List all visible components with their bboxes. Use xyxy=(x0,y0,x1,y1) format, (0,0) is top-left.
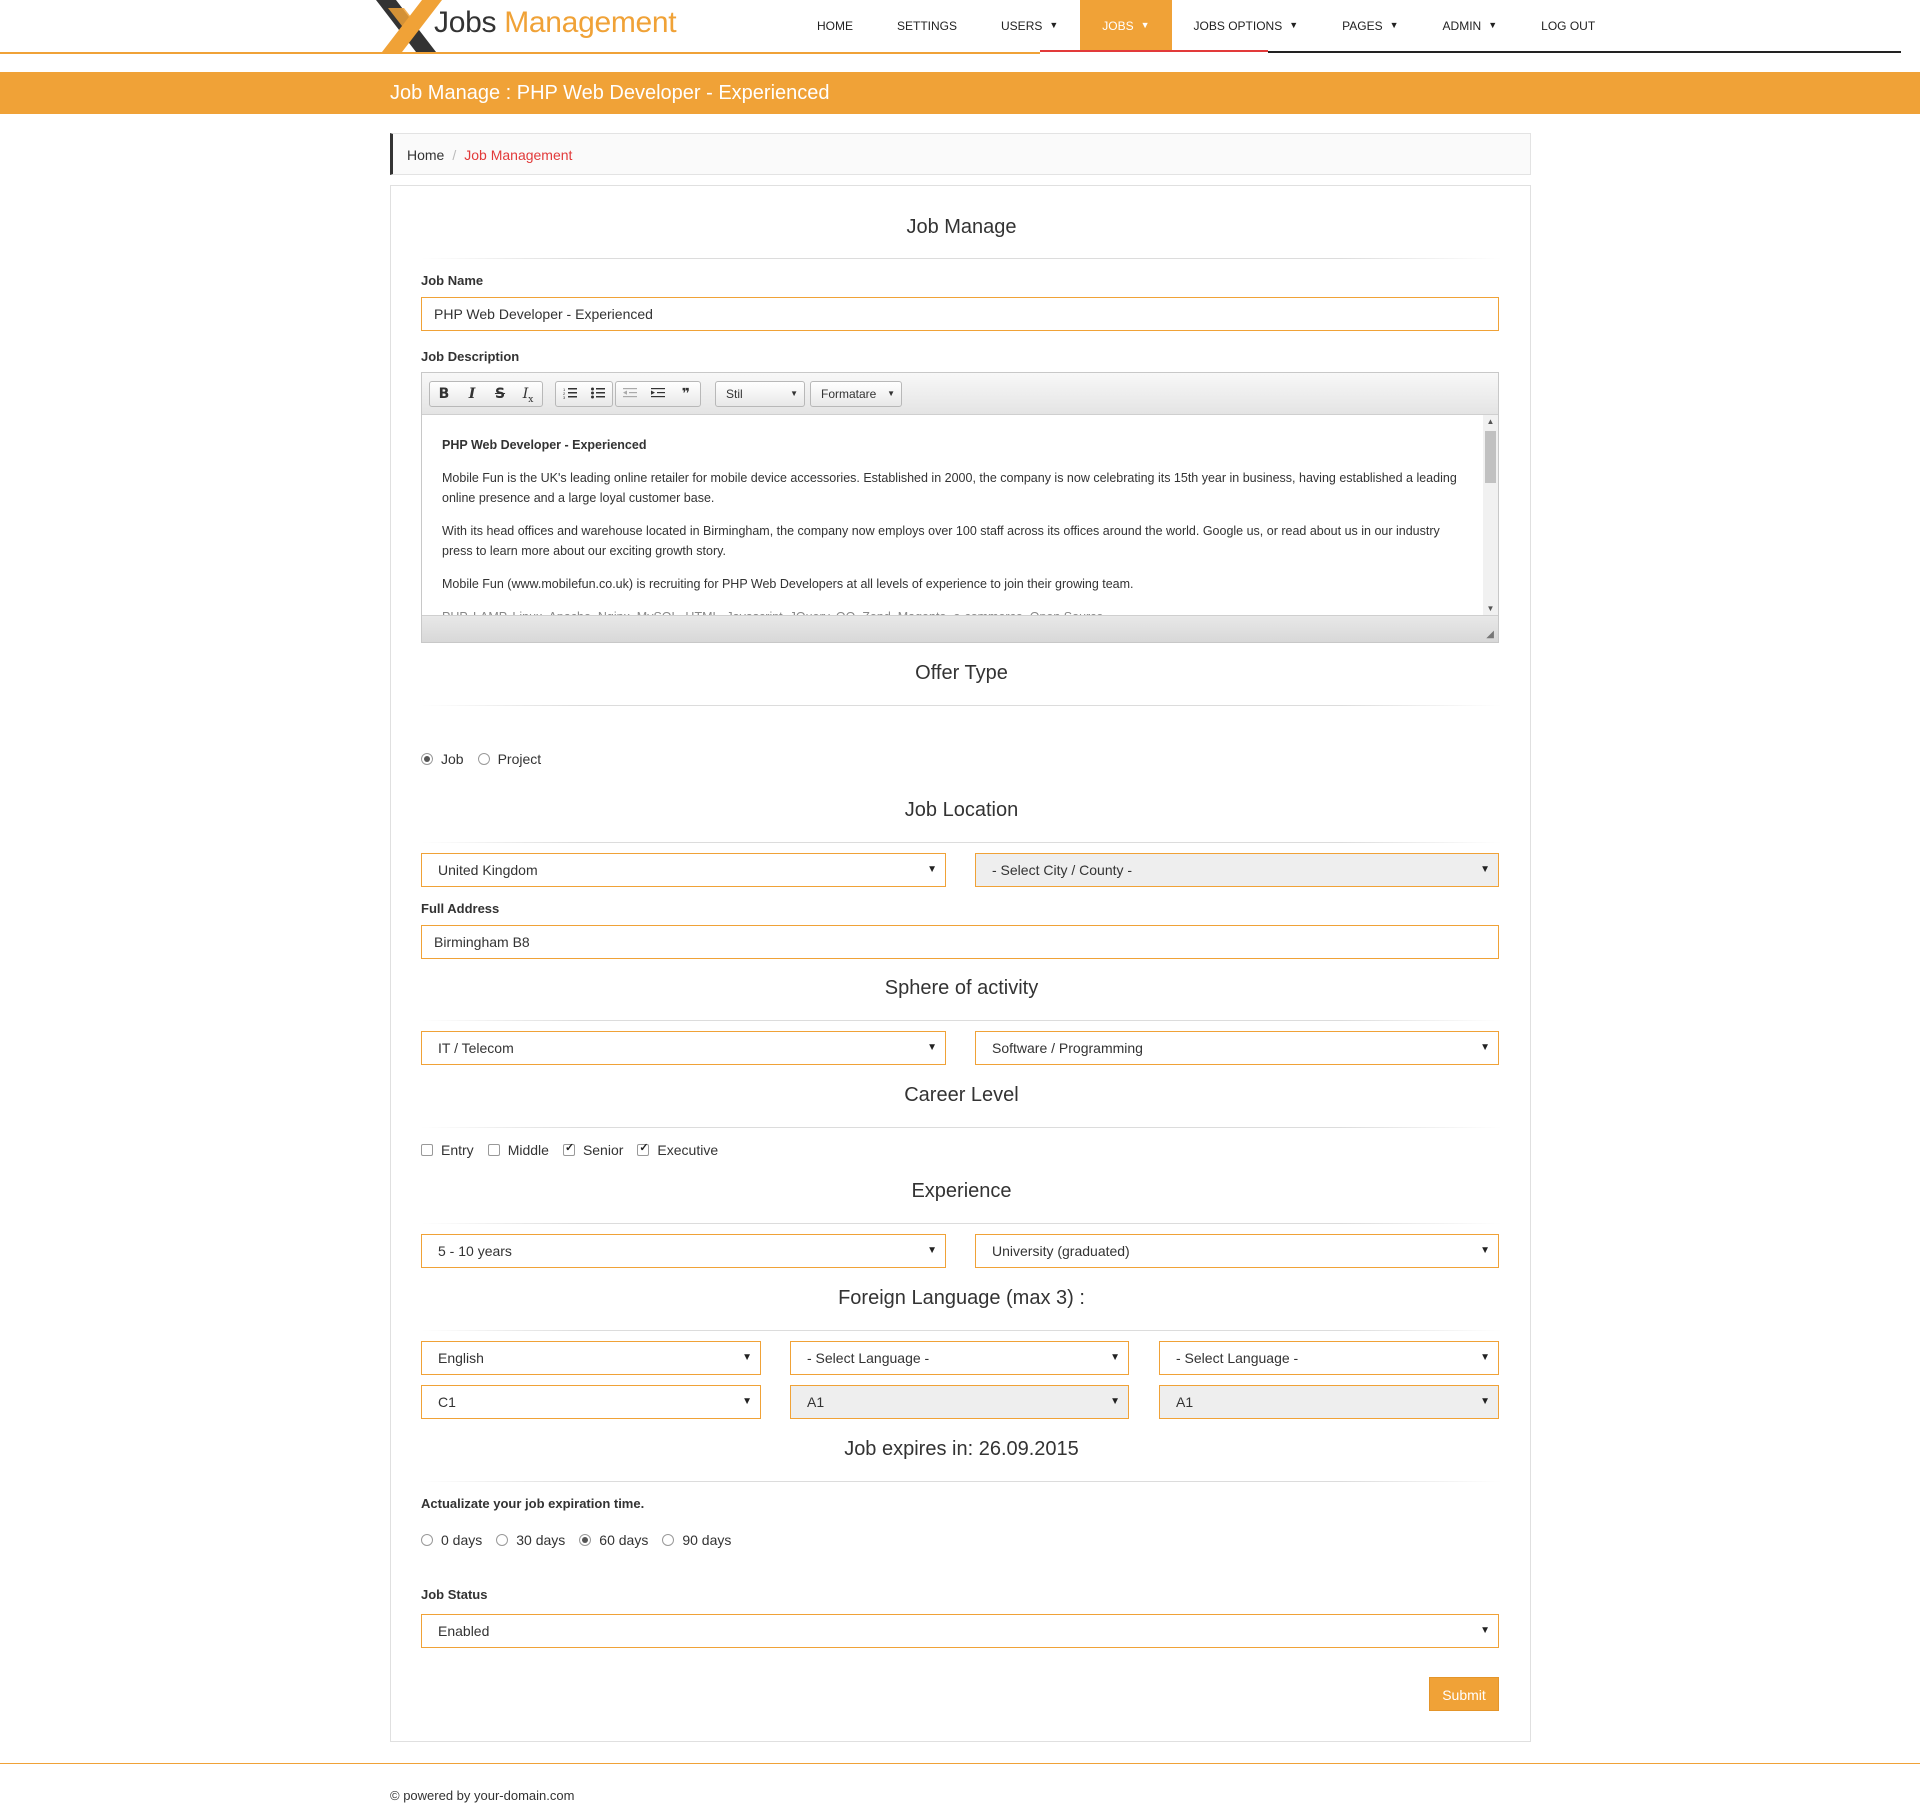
language-2-level-value: A1 xyxy=(807,1394,825,1410)
nav-settings-label: SETTINGS xyxy=(897,19,958,33)
svg-text:2: 2 xyxy=(563,391,566,396)
language-3-level-select[interactable] xyxy=(1159,1385,1499,1419)
checkbox-unchecked[interactable] xyxy=(421,1144,433,1156)
editor-paragraph: Mobile Fun is the UK's leading online retailer for mobile device accessories. Established in 2000, the company is now celebrating its 15th year in business, having established a leading online presence and a large loyal customer base. xyxy=(442,471,1457,505)
page-title-bar xyxy=(0,72,1920,114)
job-name-input[interactable] xyxy=(421,297,1499,331)
breadcrumb-separator: / xyxy=(452,147,457,163)
nav-admin[interactable] xyxy=(1421,0,1520,52)
chevron-down-icon: ▼ xyxy=(1480,1396,1490,1407)
career-level-title: Career Level xyxy=(904,1084,1019,1106)
chevron-down-icon: ▼ xyxy=(742,1352,752,1363)
italic-icon[interactable]: I xyxy=(468,386,476,402)
job-location-title: Job Location xyxy=(904,799,1019,821)
nav-log-out[interactable] xyxy=(1519,0,1617,52)
country-select-value: United Kingdom xyxy=(438,862,538,878)
footer-copyright: © powered by your-domain.com xyxy=(390,1788,575,1803)
nav-pages[interactable] xyxy=(1320,0,1420,52)
section-divider xyxy=(421,1127,1502,1128)
chevron-down-icon: ▼ xyxy=(887,389,895,398)
nav-jobs-options-label: JOBS OPTIONS xyxy=(1193,19,1283,33)
job-expiry-title: Job expires in: 26.09.2015 xyxy=(844,1438,1079,1460)
chevron-down-icon: ▼ xyxy=(742,1396,752,1407)
breadcrumb-current[interactable]: Job Management xyxy=(464,147,573,163)
expiry-0-days-label: 0 days xyxy=(441,1532,483,1548)
offer-type-project-radio[interactable] xyxy=(478,751,542,767)
section-divider xyxy=(421,1481,1502,1482)
page-title: Job Manage : PHP Web Developer - Experienced xyxy=(390,82,830,104)
language-1-level-value: C1 xyxy=(438,1394,456,1410)
format-dropdown[interactable] xyxy=(810,381,902,407)
expiry-options xyxy=(421,1532,745,1548)
header-divider-red xyxy=(1040,50,1268,52)
experience-title: Experience xyxy=(911,1180,1012,1202)
scroll-up-arrow-icon[interactable]: ▲ xyxy=(1486,417,1495,426)
form-heading: Job Manage xyxy=(906,216,1017,238)
checkbox-checked[interactable] xyxy=(637,1144,649,1156)
education-value: University (graduated) xyxy=(992,1243,1130,1259)
format-dropdown-label: Formatare xyxy=(821,387,877,401)
svg-text:1: 1 xyxy=(563,387,566,392)
activity-domain-value: IT / Telecom xyxy=(438,1040,514,1056)
expiry-90-days-radio[interactable] xyxy=(662,1532,731,1548)
career-middle-checkbox[interactable] xyxy=(488,1142,549,1158)
career-middle-label: Middle xyxy=(507,1142,549,1158)
expiry-30-days-label: 30 days xyxy=(516,1532,566,1548)
sphere-title: Sphere of activity xyxy=(884,977,1039,999)
education-select[interactable] xyxy=(975,1234,1499,1268)
experience-years-select[interactable] xyxy=(421,1234,946,1268)
chevron-down-icon: ▼ xyxy=(1289,20,1299,30)
indent-icon[interactable] xyxy=(644,382,672,406)
section-divider xyxy=(421,258,1502,259)
job-status-value: Enabled xyxy=(438,1623,490,1639)
editor-toolbar xyxy=(422,373,1498,415)
experience-years-value: 5 - 10 years xyxy=(438,1243,512,1259)
language-1-value: English xyxy=(438,1350,484,1366)
submit-button[interactable]: Submit xyxy=(1429,1677,1499,1711)
editor-scrollbar[interactable] xyxy=(1483,415,1498,615)
style-dropdown[interactable] xyxy=(715,381,805,407)
chevron-down-icon: ▼ xyxy=(1110,1396,1120,1407)
language-2-select[interactable] xyxy=(790,1341,1129,1375)
chevron-down-icon: ▼ xyxy=(1480,1352,1490,1363)
nav-pages-label: PAGES xyxy=(1342,19,1383,33)
site-logo[interactable] xyxy=(374,0,684,52)
editor-paragraph: Mobile Fun (www.mobilefun.co.uk) is recruiting for PHP Web Developers at all levels of experience to join their growing team. xyxy=(442,577,1134,591)
language-3-value: - Select Language - xyxy=(1176,1350,1299,1366)
job-status-label: Job Status xyxy=(421,1587,488,1602)
chevron-down-icon: ▼ xyxy=(1049,20,1059,30)
header-divider-orange xyxy=(0,52,1040,54)
strikethrough-icon[interactable]: S xyxy=(494,386,506,402)
career-senior-checkbox[interactable] xyxy=(563,1142,623,1158)
style-dropdown-label: Stil xyxy=(726,387,743,401)
chevron-down-icon: ▼ xyxy=(1480,1625,1490,1636)
career-entry-checkbox[interactable] xyxy=(421,1142,474,1158)
languages-title: Foreign Language (max 3) : xyxy=(838,1287,1085,1309)
logo-text-dark: Jobs xyxy=(434,6,497,39)
activity-domain-select[interactable] xyxy=(421,1031,946,1065)
chevron-down-icon: ▼ xyxy=(1488,20,1498,30)
nav-users-label: USERS xyxy=(1001,19,1043,33)
activity-subdomain-select[interactable] xyxy=(975,1031,1499,1065)
toolbar-indent-quote xyxy=(615,381,701,407)
chevron-down-icon: ▼ xyxy=(1480,1245,1490,1256)
top-header xyxy=(0,0,1920,55)
career-senior-label: Senior xyxy=(582,1142,624,1158)
radio-unselected[interactable] xyxy=(662,1534,674,1546)
offer-type-options xyxy=(421,751,555,767)
svg-text:3: 3 xyxy=(563,395,566,400)
chevron-down-icon: ▼ xyxy=(927,1245,937,1256)
radio-unselected[interactable] xyxy=(478,753,490,765)
checkbox-unchecked[interactable] xyxy=(488,1144,500,1156)
expiry-60-days-label: 60 days xyxy=(599,1532,649,1548)
nav-jobs[interactable] xyxy=(1080,0,1171,52)
editor-paragraph: With its head offices and warehouse located in Birmingham, the company now employs over 100 staff across its offices around the world. Google us, or read about us in our industry press to learn more about our exciting growth story. xyxy=(442,524,1440,558)
nav-users[interactable] xyxy=(979,0,1080,52)
bulleted-list-icon[interactable] xyxy=(584,382,612,406)
language-2-value: - Select Language - xyxy=(807,1350,930,1366)
actualize-expiry-label: Actualizate your job expiration time. xyxy=(421,1496,645,1511)
remove-format-icon[interactable]: $I_x$ xyxy=(522,386,534,405)
resize-handle-icon[interactable]: ◢ xyxy=(1486,629,1494,640)
country-select[interactable] xyxy=(421,853,946,887)
career-executive-checkbox[interactable] xyxy=(637,1142,718,1158)
job-manage-form xyxy=(390,185,1531,1742)
career-executive-label: Executive xyxy=(657,1142,719,1158)
nav-home-label: HOME xyxy=(817,19,853,33)
offer-type-job-radio[interactable] xyxy=(421,751,464,767)
chevron-down-icon: ▼ xyxy=(1480,864,1490,875)
breadcrumb-home[interactable]: Home xyxy=(407,147,445,163)
section-divider xyxy=(421,1223,1502,1224)
career-level-options xyxy=(421,1142,732,1158)
header-divider-dark xyxy=(1268,51,1901,53)
nav-jobs-options[interactable] xyxy=(1172,0,1321,52)
chevron-down-icon: ▼ xyxy=(1140,20,1150,30)
chevron-down-icon: ▼ xyxy=(927,864,937,875)
radio-selected[interactable] xyxy=(421,753,433,765)
full-address-label: Full Address xyxy=(421,901,500,916)
bold-icon[interactable]: B xyxy=(438,386,450,402)
offer-type-project-label: Project xyxy=(497,751,542,767)
section-divider xyxy=(421,1330,1502,1331)
chevron-down-icon: ▼ xyxy=(790,389,798,398)
numbered-list-icon[interactable] xyxy=(556,382,584,406)
job-name-label: Job Name xyxy=(421,273,484,288)
scrollbar-thumb[interactable] xyxy=(1485,431,1496,483)
logo-text xyxy=(434,6,676,40)
expiry-30-days-radio[interactable] xyxy=(496,1532,565,1548)
city-select[interactable] xyxy=(975,853,1499,887)
job-description-editor xyxy=(421,372,1499,643)
expiry-0-days-radio[interactable] xyxy=(421,1532,482,1548)
radio-unselected[interactable] xyxy=(496,1534,508,1546)
chevron-down-icon: ▼ xyxy=(1110,1352,1120,1363)
breadcrumb xyxy=(390,133,1531,175)
checkbox-checked[interactable] xyxy=(563,1144,575,1156)
editor-content-heading: PHP Web Developer - Experienced xyxy=(442,438,647,452)
toolbar-basic-styles xyxy=(429,381,543,407)
language-3-select[interactable] xyxy=(1159,1341,1499,1375)
nav-home[interactable] xyxy=(795,0,875,52)
chevron-down-icon: ▼ xyxy=(1389,20,1399,30)
career-entry-label: Entry xyxy=(441,1142,474,1158)
activity-subdomain-value: Software / Programming xyxy=(992,1040,1143,1056)
main-nav xyxy=(795,0,1617,52)
radio-selected[interactable] xyxy=(579,1534,591,1546)
toolbar-lists xyxy=(555,381,613,407)
section-divider xyxy=(421,705,1502,706)
full-address-input[interactable] xyxy=(421,925,1499,959)
nav-log-out-label: LOG OUT xyxy=(1541,19,1596,33)
blockquote-icon[interactable]: ❞ xyxy=(681,386,691,402)
editor-footer xyxy=(422,615,1498,642)
nav-admin-label: ADMIN xyxy=(1442,19,1482,33)
editor-content[interactable] xyxy=(422,415,1498,615)
logo-text-light: Management xyxy=(504,6,677,39)
section-divider xyxy=(421,1020,1502,1021)
language-3-level-value: A1 xyxy=(1176,1394,1194,1410)
offer-type-job-label: Job xyxy=(441,751,464,767)
language-1-select[interactable] xyxy=(421,1341,761,1375)
section-divider xyxy=(421,842,1502,843)
language-2-level-select[interactable] xyxy=(790,1385,1129,1419)
outdent-icon[interactable] xyxy=(616,382,644,406)
scroll-down-arrow-icon[interactable]: ▼ xyxy=(1486,604,1495,613)
job-status-select[interactable] xyxy=(421,1614,1499,1648)
nav-jobs-label: JOBS xyxy=(1102,19,1134,33)
offer-type-title: Offer Type xyxy=(915,662,1008,684)
expiry-60-days-radio[interactable] xyxy=(579,1532,648,1548)
language-1-level-select[interactable] xyxy=(421,1385,761,1419)
chevron-down-icon: ▼ xyxy=(1480,1042,1490,1053)
city-select-value: - Select City / County - xyxy=(992,862,1133,878)
radio-unselected[interactable] xyxy=(421,1534,433,1546)
job-description-label: Job Description xyxy=(421,349,520,364)
footer-divider xyxy=(0,1763,1920,1764)
expiry-90-days-label: 90 days xyxy=(682,1532,732,1548)
nav-settings[interactable] xyxy=(875,0,979,52)
chevron-down-icon: ▼ xyxy=(927,1042,937,1053)
